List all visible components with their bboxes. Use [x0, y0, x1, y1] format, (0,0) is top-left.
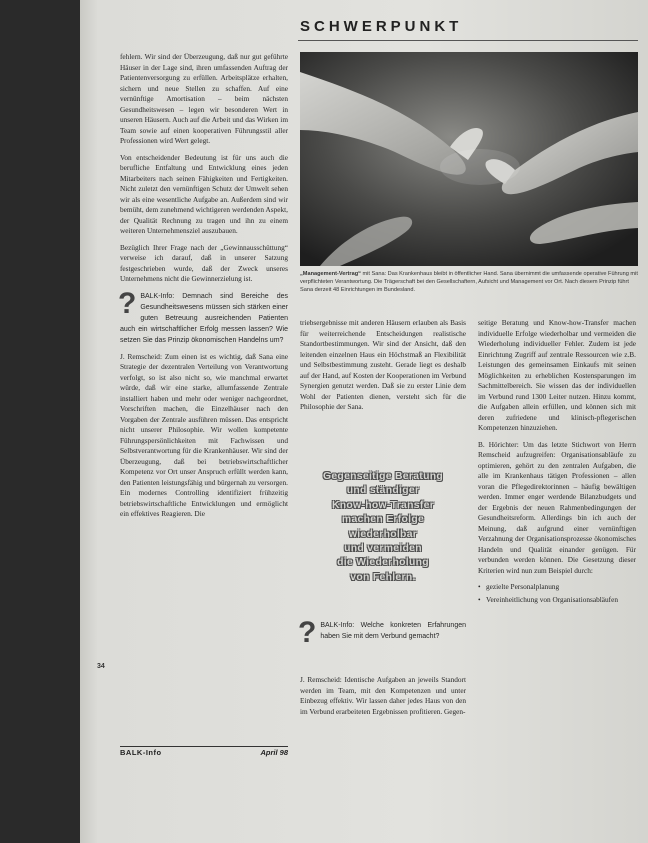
paragraph: triebsergebnisse mit anderen Häusern erlauben als Basis für weiterreichende Entscheidungen realistische Standortbestimmungen. Wir sind der Ansicht, daß den leitenden einzelnen Haus ein Höchstmaß an Flexibilität und Selbstbestimmung zusteht. Gerade liegt es deshalb auf der Hand, auf Kosten der Kooperationen im Verbund Synergien genutzt werden. Daß sie zu erster Linie dem Wohl der Patienten dienen, versteht sich für die Philosophie der Sana. — [300, 318, 466, 411]
question-mark-icon: ? — [298, 616, 317, 649]
interview-question-2 — [298, 616, 466, 649]
hands-photo — [300, 52, 638, 266]
caption-text: mit Sana: Das Krankenhaus bleibt in öffentlicher Hand. Sana übernimmt die umfassende operative Führung mit verpflichteten Verantwortung. Die Trägerschaft bei den Gesellschaftern, Aufsicht und Management vor Ort. Nach diesem Prinzip führt Sana derzeit 48 Einrichtungen im Bundesland. — [300, 271, 638, 293]
paragraph: J. Remscheid: Identische Aufgaben an jeweils Standort werden im Team, mit den Kompetenzen und unter Einbezug effektiv. Wir lassen daher jedes Haus von den im Verbund erarbeiteten Ergebnissen profitieren. Gegen- — [300, 675, 466, 716]
page-number: 34 — [97, 663, 105, 670]
photo-caption — [300, 270, 638, 294]
pull-quote-line: machen Erfolge — [341, 514, 425, 526]
hands-illustration — [300, 52, 638, 266]
pull-quote-line: von Fehlern. — [350, 571, 416, 583]
footer-issue: April 98 — [260, 748, 288, 757]
pull-quote-line: wiederholbar — [348, 528, 418, 540]
pull-quote-line: und ständiger — [346, 485, 420, 497]
pull-quote-line: Know-how-Transfer — [331, 499, 435, 511]
paragraph: B. Hörichter: Um das letzte Stichwort von Herrn Remscheid aufzugreifen: Organisationsabläufe zu optimieren, gehört zu den zentralen Aufgaben, die alle im Krankenhaus tätigen Professionen – allen voran die Pflegedirektorinnen – häufig bewältigen werden. Immer enger werdende Bilanzbudgets und der Ergebnis der neuen Rahmenbedingungen der Gesundheitsreform. Allerdings bin ich auch der Meinung, daß aufgrund einer vernünftigen Verzahnung der Organisationsprozesse ökonomisches Handeln und Qualität einander genügen. Für verbunden werden können. Die Gesetzung dieser Kriterien wird nun zum Beispiel durch: — [478, 439, 636, 575]
caption-lead: „Management-Vertrag“ — [300, 271, 361, 277]
answer-paragraph: J. Remscheid: Zum einen ist es wichtig, daß Sana eine Strategie der dezentralen Verteilung von Verantwortung verfolgt, so ist also nicht so, wie manchmal erwartet würde, daß wir eine starke, allumfassende Zentrale installiert haben und mehr oder weniger nachgeordnet, Vorschriften machen, die Einzelhäuser nach den Vorgaben der Zentrale ausführen müssen. Das entspricht nicht unserer Philosophie. Wir wollen kompetente Führungspersönlichkeiten mit Fachwissen und Selbstverantwortung für die Krankenhäuser. Wir sind der Überzeugung, daß bei betriebswirtschaftlicher Kompetenz vor Ort unser Anspruch erfüllt werden kann, den Patienten leistungsfähig und bürgernah zu versorgen. Ein modernes Controlling identifiziert frühzeitig betriebswirtschaftliche Entwicklungen und ermöglicht ein effektives Reagieren. Die — [120, 351, 288, 518]
pull-quote-line: und vermeiden — [344, 543, 422, 555]
question-text: BALK-Info: Welche konkreten Erfahrungen haben Sie mit dem Verbund gemacht? — [320, 622, 466, 640]
interview-question — [118, 286, 288, 346]
pull-quote-line: die Wiederholung — [337, 557, 429, 569]
paragraph: Von entscheidender Bedeutung ist für uns auch die berufliche Entfaltung und Entwicklung eines jeden Mitarbeiters nach seinen Fähigkeiten und Fertigkeiten. Nicht zuletzt den vernünftigen Schutz der Umwelt sehen wir als eine wesentliche Aufgabe an. Außerdem sind wir bemüht, dem zunehmend wichtigeren werdenden Aspekt, der Qualität Rechnung zu tragen und ihn zu einem weiteren Unternehmensziel auszubauen. — [120, 152, 288, 235]
answer-paragraph-2 — [300, 675, 466, 723]
paragraph: Bezüglich Ihrer Frage nach der „Gewinnausschüttung“ verweise ich darauf, daß in unserer Satzung festgeschrieben wurde, daß der Zweck unseres Unternehmens nicht die Gewinnerzielung ist. — [120, 242, 288, 283]
paragraph: seitige Beratung und Know-how-Transfer machen individuelle Erfolge wiederholbar und vermeiden die Wiederholung individueller Fehler. Zudem ist jede Einrichtung Zugriff auf zentrale Ressourcen wie z.B. Leistungen des gemeinsamen Einkaufs mit seinen Möglichkeiten zu erheblichen Kostensparungen im Sachmittelbereich. Sie wissen das der individuellen im Verbund rund 1300 Leiter nutzen. Hinzu kommt, die Aufgaben allein erfüllen, und können sich mit deren zufriedene und klinisch-pflegerischen Kompetenzen hinzuziehen. — [478, 318, 636, 432]
column-3 — [478, 318, 636, 607]
list-item: • Vereinheitlichung von Organisationsabläufen — [478, 595, 636, 606]
header-rule — [298, 40, 638, 41]
pull-quote-line: Gegenseitige Beratung — [322, 471, 444, 482]
footer-rule — [120, 746, 288, 747]
footer-brand: BALK-Info — [120, 748, 162, 757]
column-1 — [120, 52, 288, 526]
paragraph: fehlern. Wir sind der Überzeugung, daß nur gut geführte Häuser in der Lage sind, ihren umfassenden Auftrag der Patientenversorgung zu erfüllen. Arbeitsplätze erhalten, sichern und neue Stellen zu schaffen. Auf eine vernünftige Amortisation – beim nächsten Gesundheitswesen – legen wir besonderen Wert in unseren Häusern. Auch auf die Arbeit und das Wirken im Team sowie auf einen kooperativen Führungsstil aller Professionen wird Wert gelegt. — [120, 52, 288, 145]
list-item: • gezielte Personalplanung — [478, 582, 636, 593]
question-mark-icon: ? — [118, 286, 137, 320]
bullet-list — [478, 582, 636, 605]
section-header: SCHWERPUNKT — [300, 18, 463, 35]
question-text: BALK-Info: Demnach sind Bereiche des Gesundheitswesens müssen sich stärken einer guten Betreuung ausreichenden Patienten auch ein wirtschaftlicher Erfolg messen lassen? Wie setzen Sie das Prinzip ökonomischen Handelns um? — [120, 292, 288, 344]
pull-quote — [300, 470, 466, 585]
column-2 — [300, 318, 466, 419]
